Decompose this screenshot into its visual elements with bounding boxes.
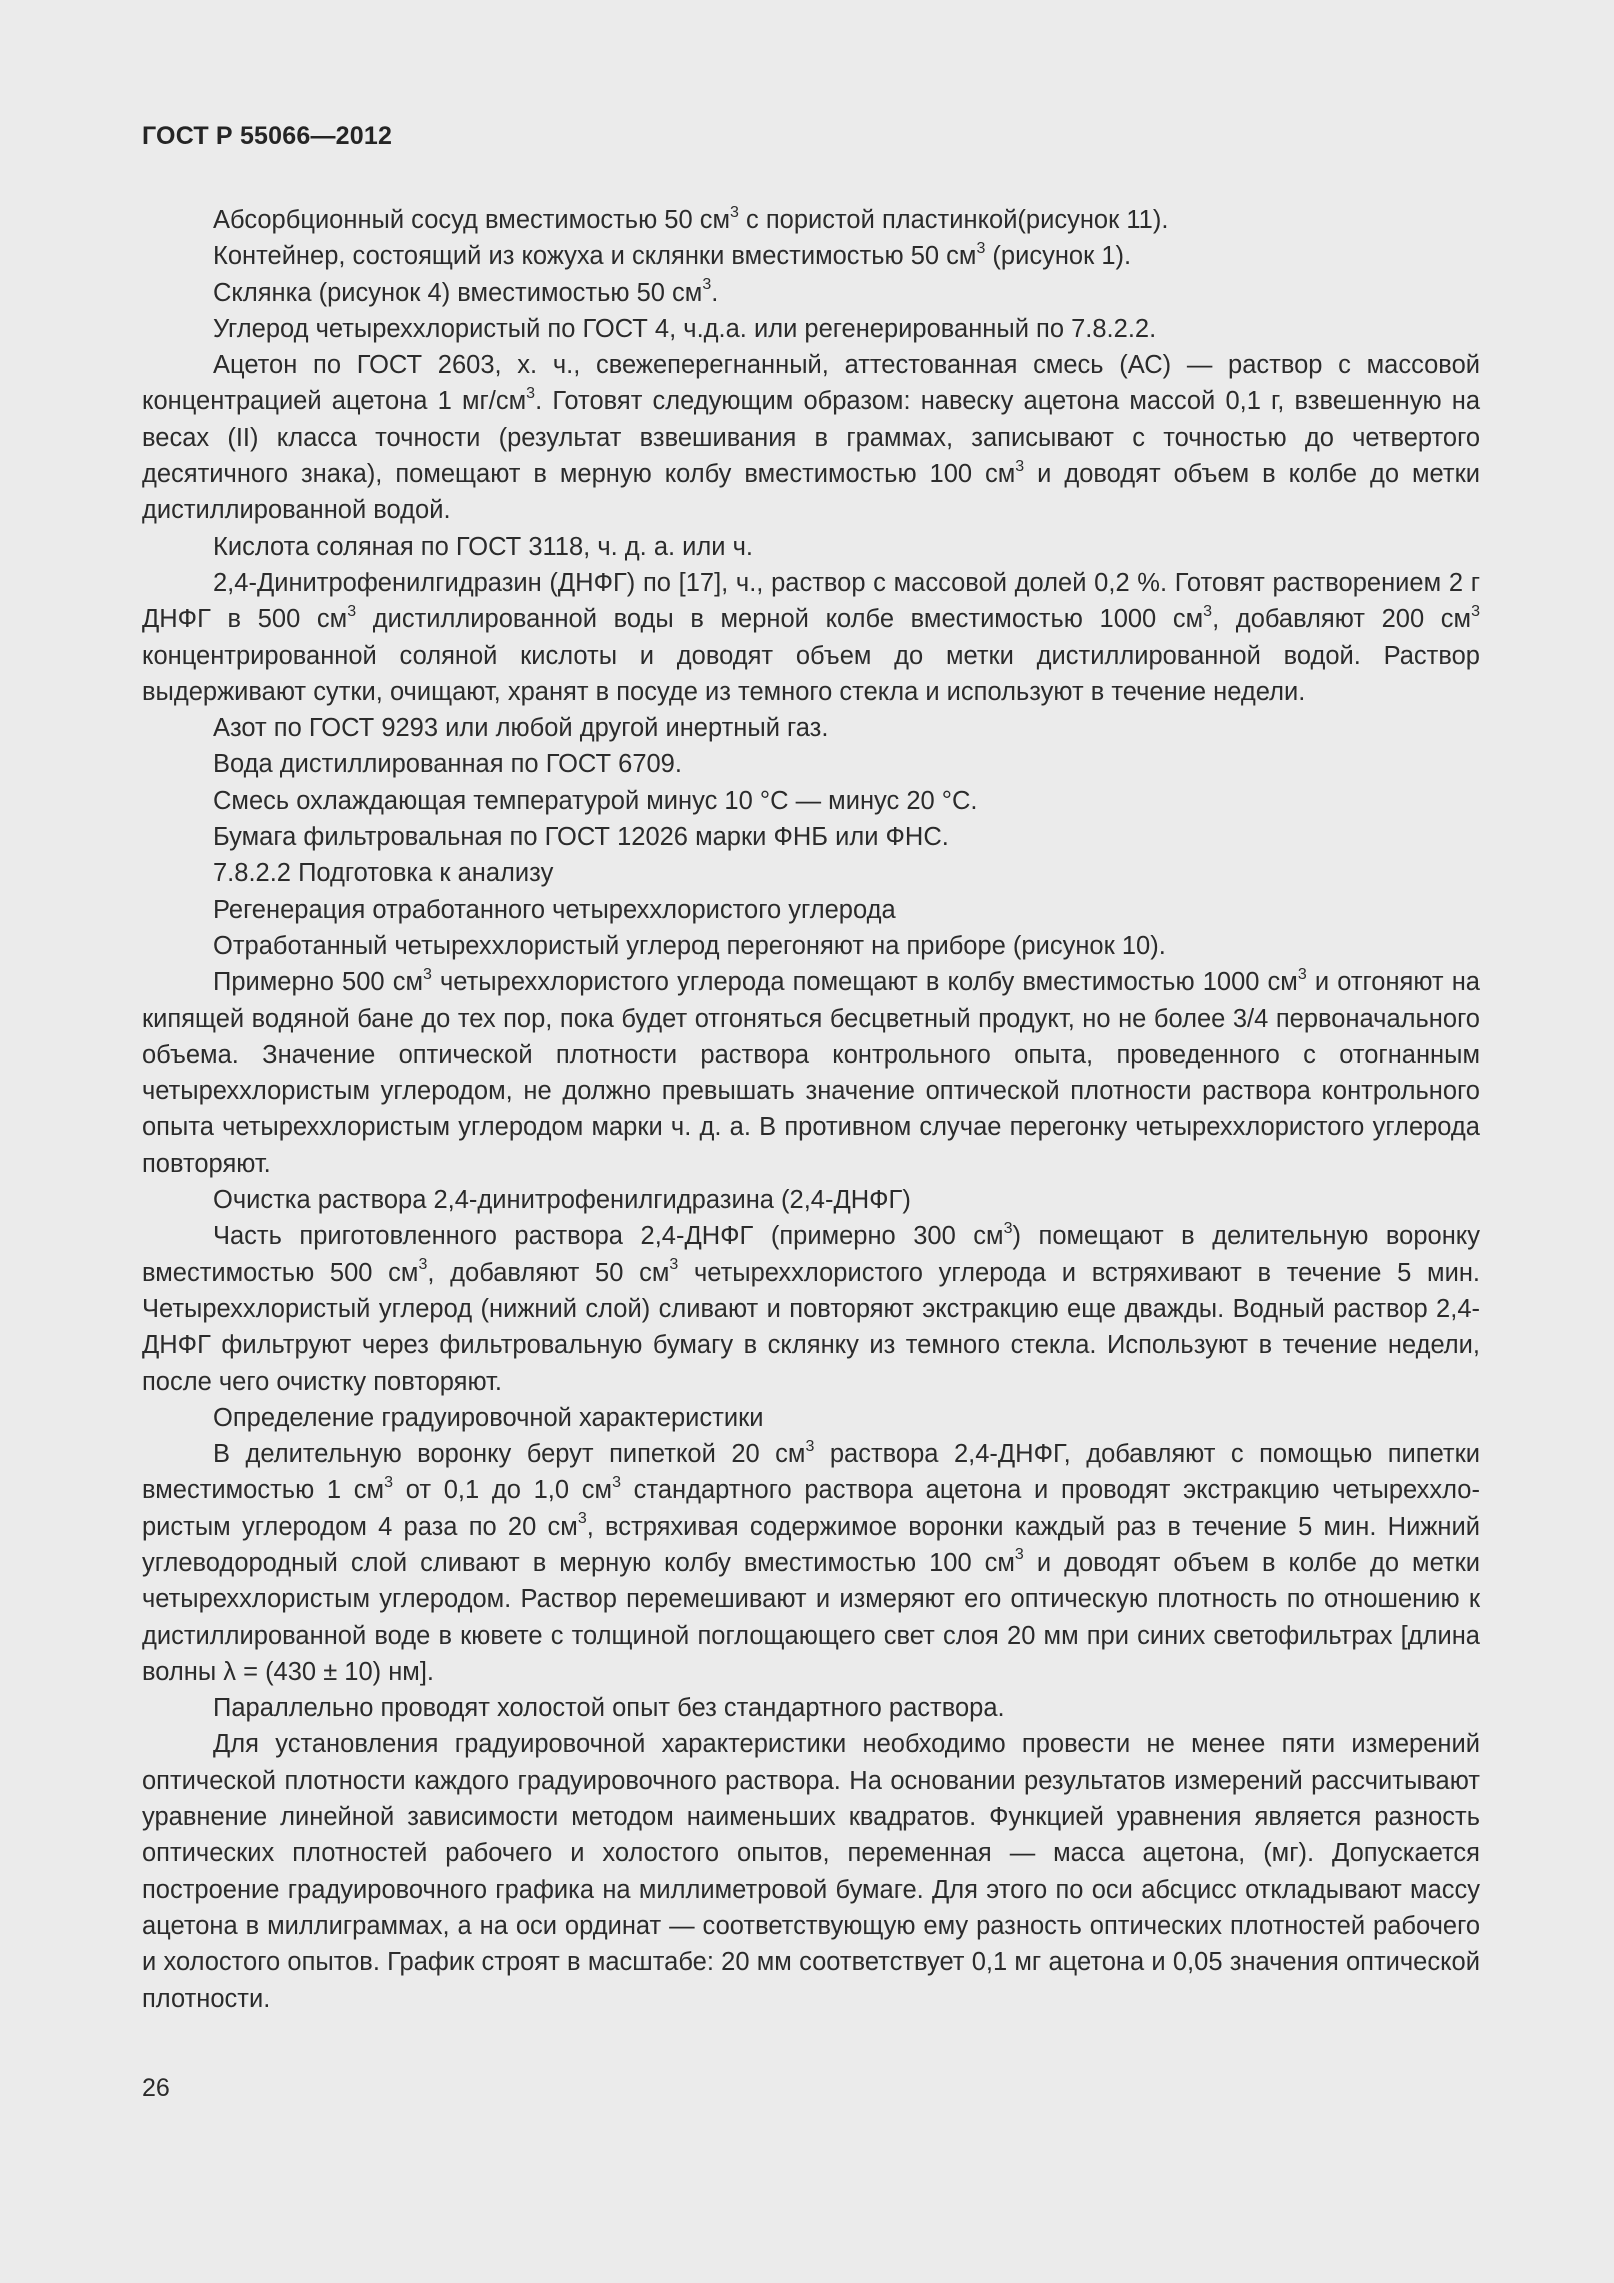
paragraph-acetone: Ацетон по ГОСТ 2603, х. ч., свежеперегнанный, аттестованная смесь (АС) — раствор с массовой концентрацией ацетона 1 $мг/см^3$. Готовят следующим образом: навеску ацетона массой 0,1 г, взвешенную на весах (II) класса точности (результат взвешивания в граммах, записывают с точностью до четвертого десятичного знака), помещают в мерную колбу вместимостью 100 $см^3$ и доводят объем в колбе до метки дистиллированной водой. — [142, 351, 1480, 525]
paragraph-distillation-device: Отработанный четыреххлористый углерод перегоняют на приборе (рисунок 10). — [213, 931, 1166, 960]
paragraph-distillation-procedure: Примерно 500 $см^3$ четыреххлористого углерода помещают в колбу вместимостью 1000 $см^3$ и отгоняют на кипящей водяной бане до тех пор, пока будет отгоняться бесцветный продукт, но не более 3/4 первоначального объема. Значение оптической плотности раствора контрольного опыта, проведенного с отогнанным четыреххлористым углеродом, не должно превышать значение оптической плотности раствора контрольного опыта четыреххлористым углеродом марки ч. д. а. В противном случае перегонку четыреххлористого углерода повторяют. — [142, 965, 1480, 1178]
paragraph-carbon-tetrachloride: Углерод четыреххлористый по ГОСТ 4, ч.д.а. или регенерированный по 7.8.2.2. — [213, 314, 1157, 343]
paragraph-filter-paper: Бумага фильтровальная по ГОСТ 12026 марки ФНБ или ФНС. — [213, 823, 949, 852]
paragraph-cooling-mixture: Смесь охлаждающая температурой минус 10 °С — минус 20 °С. — [213, 786, 978, 815]
paragraph-container: Контейнер, состоящий из кожуха и склянки вместимостью 50 $см^3$ (рисунок 1). — [213, 239, 1132, 271]
paragraph-purification-procedure: Часть приготовленного раствора 2,4-ДНФГ (примерно 300 $см^3$) помещают в делительную воронку вместимостью 500 $см^3$, добавляют 50 $см^3$ четыреххлористого углерода и встряхивают в течение 5 мин. Четыреххлористый углерод (нижний слой) сливают и повторяют экстракцию еще дважды. Водный раствор 2,4-ДНФГ фильтруют через фильтровальную бумагу в склянку из темного стекла. Используют в течение недели, после чего очистку повторяют. — [142, 1219, 1481, 1396]
page-number: 26 — [142, 2074, 170, 2102]
paragraph-dnph: 2,4-Динитрофенилгидразин (ДНФГ) по [17], ч., раствор с массовой долей 0,2 %. Готовят растворением 2 г ДНФГ в 500 $см^3$ дистиллированной воды в мерной колбе вместимостью 1000 $см^3$, добавляют 200 $см^3$ концентрированной соляной кислоты и доводят объем до метки дистиллированной водой. Раствор выдерживают сутки, очищают, хранят в посуде из темного стекла и используют в течение недели. — [142, 568, 1480, 706]
paragraph-calibration-characteristic: Для установления градуировочной характеристики необходимо провести не менее пяти измерений оптической плотности каждого градуировочного раствора. На основании результатов измерений рассчитывают уравнение линейной зависимости методом наименьших квадратов. Функцией уравнения является разность оптических плотностей рабочего и холостого опытов, переменная — масса ацетона, (мг). Допускается построение градуировочного графика на миллиметровой бумаге. Для этого по оси абсцисс откладывают массу ацетона в миллиграммах, а на оси ординат — соответствующую ему разность оптических плотностей рабочего и холостого опытов. График строят в масштабе: 20 мм соответствует 0,1 мг ацетона и 0,05 значения оптической плотности. — [142, 1730, 1480, 2013]
paragraph-blank-test: Параллельно проводят холостой опыт без стандартного раствора. — [213, 1694, 1005, 1723]
paragraph-nitrogen: Азот по ГОСТ 9293 или любой другой инертный газ. — [213, 714, 829, 743]
subheading-dnph-purification: Очистка раствора 2,4-динитрофенилгидразина (2,4-ДНФГ) — [213, 1186, 911, 1215]
document-body — [142, 202, 1480, 2017]
paragraph-flask: Склянка (рисунок 4) вместимостью 50 $см^3$. — [213, 276, 719, 307]
paragraph-distilled-water: Вода дистиллированная по ГОСТ 6709. — [213, 750, 682, 779]
paragraph-calibration-procedure: В делительную воронку берут пипеткой 20 $см^3$ раствора 2,4-ДНФГ, добавляют с помощью пипетки вместимостью 1 $см^3$ от 0,1 до 1,0 $см^3$ стандартного раствора ацетона и проводят экстракцию четыреххлористым углеродом 4 раза по 20 $см^3$, встряхивая содержимое воронки каждый раз в течение 5 мин. Нижний углеводородный слой сливают в мерную колбу вместимостью 100 $см^3$ и доводят объем в колбе до метки четыреххлористым углеродом. Раствор перемешивают и измеряют его оптическую плотность по отношению к дистиллированной воде в кювете с толщиной поглощающего свет слоя 20 мм при синих светофильтрах [длина волны λ = (430 ± 10) нм]. — [142, 1437, 1480, 1686]
standard-header: ГОСТ Р 55066—2012 — [142, 122, 393, 150]
paragraph-hydrochloric-acid: Кислота соляная по ГОСТ 3118, ч. д. а. или ч. — [213, 532, 753, 561]
subheading-calibration: Определение градуировочной характеристики — [213, 1403, 764, 1432]
subheading-regeneration: Регенерация отработанного четыреххлористого углерода — [213, 895, 896, 924]
paragraph-absorption-vessel: Абсорбционный сосуд вместимостью 50 $см^3$ с пористой пластинкой(рисунок 11). — [213, 203, 1169, 234]
section-heading-preparation: 7.8.2.2 Подготовка к анализу — [213, 859, 554, 888]
